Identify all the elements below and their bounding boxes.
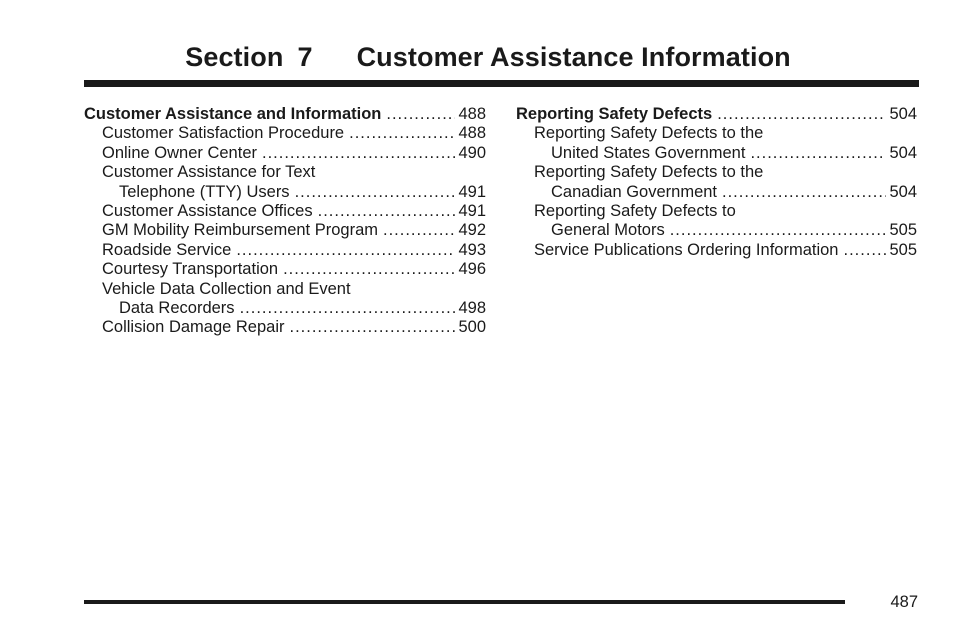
section-title: Customer Assistance Information [356,42,791,72]
toc-entry [84,299,486,318]
toc-entry [516,241,917,260]
toc-entry-page: 490 [458,143,486,162]
toc-entry-page: 488 [458,124,486,143]
toc-leader-dots [240,299,456,318]
toc-entry-page: 496 [458,260,486,279]
section-label: Section [185,42,284,72]
page-title [0,42,954,73]
toc-entry-label: Collision Damage Repair [102,318,285,337]
toc-entry [84,241,486,260]
toc-leader-dots [750,144,886,163]
toc-entry-label: United States Government [551,143,746,162]
toc-entry [516,105,917,124]
toc-entry-label: Reporting Safety Defects to the [534,163,764,182]
toc-entry-page: 505 [889,221,917,240]
toc-entry-page: 488 [458,105,486,123]
toc-entry-label: Canadian Government [551,182,718,201]
toc-entry-label: Online Owner Center [102,143,257,162]
toc-entry [84,221,486,240]
toc-entry [84,280,486,299]
toc-entry-label: Telephone (TTY) Users [119,182,290,201]
header-rule [84,80,919,87]
toc-entry [516,183,917,202]
page-number: 487 [890,593,918,611]
toc-entry-label: Customer Assistance for Text [102,163,316,182]
toc-entry-label: Data Recorders [119,299,235,318]
toc-leader-dots [383,221,455,240]
toc-entry-page: 492 [458,221,486,240]
toc-entry-page: 504 [889,105,917,123]
toc-entry-page: 491 [458,202,486,221]
section-number: 7 [297,42,313,72]
toc-entry-label: Service Publications Ordering Information [534,240,839,259]
toc-entry [516,221,917,240]
toc-entry-page: 505 [889,240,917,259]
toc-entry-label: Reporting Safety Defects to the [534,124,764,143]
toc-entry-label: Reporting Safety Defects to [534,202,736,221]
toc-entry [516,202,917,221]
toc-entry-page: 498 [458,299,486,318]
toc-entry-label: GM Mobility Reimbursement Program [102,221,378,240]
toc-entry-label: Vehicle Data Collection and Event [102,279,351,298]
toc-leader-dots [670,221,887,240]
toc-entry [516,124,917,143]
toc-entry-label: Courtesy Transportation [102,260,279,279]
toc-leader-dots [843,241,886,260]
toc-entry [84,202,486,221]
toc-entry [84,318,486,337]
toc-entry [516,144,917,163]
toc-leader-dots [236,241,455,260]
toc-leader-dots [717,105,886,124]
toc-entry [84,144,486,163]
toc-entry-page: 493 [458,240,486,259]
toc-entry-page: 504 [889,182,917,201]
toc-entry-page: 491 [458,182,486,201]
toc-leader-dots [295,183,456,202]
toc-entry-label: General Motors [551,221,665,240]
toc-entry [84,183,486,202]
toc-leader-dots [262,144,455,163]
footer-rule [84,600,845,604]
toc-left-column [84,105,486,338]
toc-entry [84,260,486,279]
toc-leader-dots [283,260,455,279]
toc-entry-label: Customer Assistance Offices [102,202,313,221]
toc-entry-page: 500 [458,318,486,337]
toc-entry-label: Reporting Safety Defects [516,105,713,123]
toc-entry [84,105,486,124]
toc-leader-dots [386,105,455,124]
toc-entry-label: Customer Satisfaction Procedure [102,124,345,143]
toc-leader-dots [349,124,455,143]
toc-entry [84,124,486,143]
toc-entry [84,163,486,182]
toc-entry-page: 504 [889,143,917,162]
toc-leader-dots [722,183,886,202]
toc-entry [516,163,917,182]
toc-leader-dots [318,202,456,221]
toc-right-column [516,105,917,260]
toc-entry-label: Customer Assistance and Information [84,105,382,123]
toc-entry-label: Roadside Service [102,240,232,259]
toc-leader-dots [290,318,456,337]
